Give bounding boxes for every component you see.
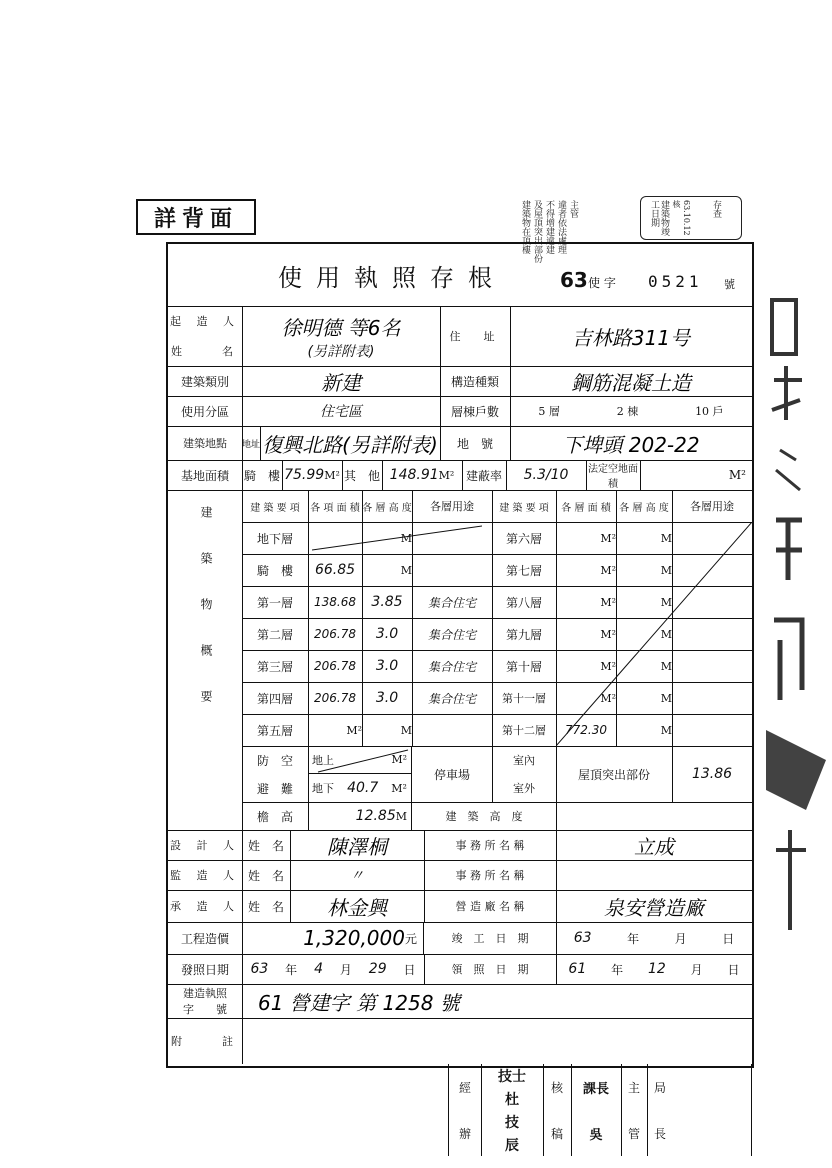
- cost-row: [168, 922, 752, 955]
- col-header-8: 各層用途: [690, 500, 734, 513]
- cost-label: 工程造價: [168, 922, 243, 954]
- signoff-bureau-a: 局: [653, 1080, 666, 1095]
- signoff-section-chief: [571, 1064, 622, 1156]
- coverage-value: 5.3/10: [506, 460, 587, 490]
- floor-area-right: M²: [556, 618, 617, 650]
- supervisor-office: [556, 860, 752, 890]
- floor-area: [308, 554, 363, 586]
- floor-use: 集合住宅: [412, 586, 493, 618]
- supervisor-office-label: 事 務 所 名 稱: [424, 860, 557, 890]
- site-value: 復興北路(另詳附表): [260, 426, 441, 460]
- summary-header-row: [242, 490, 752, 523]
- site-sub-label: 地址: [242, 426, 261, 460]
- signoff-director-a: 主: [627, 1080, 640, 1095]
- floor-area-right: 772.30: [556, 714, 617, 746]
- issue-label: 發照日期: [168, 954, 243, 984]
- contractor-name-label: 姓 名: [242, 890, 291, 922]
- shelter-label-a: 防 空: [256, 753, 293, 768]
- contractor-label: 承 造 人: [168, 890, 243, 922]
- cost-value-cell: [242, 922, 424, 954]
- floor-use: 集合住宅: [412, 650, 493, 682]
- contractor-firm: 泉安營造廠: [604, 895, 704, 920]
- zone-row: [168, 396, 752, 427]
- outdoor-label: 室外: [513, 782, 535, 795]
- issue-year-unit: 年: [285, 962, 298, 977]
- floor-height-right: M: [616, 522, 673, 554]
- designer-name-label: 姓 名: [242, 830, 291, 860]
- coverage-label: 建蔽率: [462, 460, 507, 490]
- signoff-director-b: 管: [627, 1126, 640, 1141]
- remark-value: [242, 1018, 752, 1064]
- contractor-name: 林金興: [290, 890, 425, 922]
- permit-label-a: 建造執照: [183, 987, 227, 1000]
- void-line-upper-floors: [556, 522, 752, 746]
- completion-label: 竣 工 日 期: [424, 922, 557, 954]
- completion-stamp: [640, 196, 742, 240]
- floor-height: 3.0: [362, 618, 413, 650]
- lot-value: 下埤頭 202-22: [562, 432, 700, 457]
- eave-height-value: 12.85: [355, 808, 396, 824]
- floor-name: 地下層: [242, 522, 309, 554]
- signoff-handler-a: 經: [458, 1080, 471, 1095]
- floors-label: 層棟戶數: [440, 396, 511, 426]
- signoff-block: [448, 1064, 752, 1156]
- arcade-label: 騎 樓: [242, 460, 283, 490]
- above-ground-label: 地上: [312, 753, 334, 767]
- building-type-value: 新建: [242, 366, 441, 396]
- owner-label-a: 起 造 人: [170, 315, 240, 328]
- floor-height-right: M: [616, 714, 673, 746]
- stamp-text-c: 存查: [711, 200, 721, 218]
- structure-label: 構造種類: [440, 366, 511, 396]
- floor-height: 3.85: [362, 586, 413, 618]
- floor-use: [412, 714, 493, 746]
- license-month: 12: [647, 961, 666, 977]
- note-col-5: 主管: [568, 200, 578, 218]
- floor-area: 206.78: [308, 650, 363, 682]
- issue-month-unit: 月: [339, 962, 352, 977]
- shelter-label-b: 避 難: [256, 781, 293, 796]
- floor-area-right: M²: [556, 682, 617, 714]
- eave-height-cell: [308, 802, 412, 830]
- floor-name: 第一層: [242, 586, 309, 618]
- signoff-tech-b: 杜: [505, 1091, 519, 1108]
- below-ground-label: 地下: [312, 782, 334, 795]
- floor-height-right: M: [616, 586, 673, 618]
- floor-name-right: 第七層: [492, 554, 557, 586]
- floor-use: 集合住宅: [412, 682, 493, 714]
- floor-name-right: 第九層: [492, 618, 557, 650]
- address-value: 吉林路311号: [571, 325, 691, 350]
- issue-day-unit: 日: [403, 962, 416, 977]
- supervisor-label: 監 造 人: [168, 860, 243, 890]
- floor-name: 第五層: [242, 714, 309, 746]
- floor-name: 第三層: [242, 650, 309, 682]
- completion-year: 63: [573, 930, 592, 946]
- contractor-row: [168, 890, 752, 923]
- owner-row: [168, 306, 752, 367]
- license-year-unit: 年: [611, 962, 624, 977]
- license-date: [556, 954, 752, 984]
- signoff-handler: [449, 1064, 482, 1156]
- col-header-1: 建 築 要 項: [242, 490, 309, 522]
- building-height-label: 建 築 高 度: [412, 802, 557, 830]
- summary-side-label: 建築物概要: [199, 506, 213, 736]
- floor-height-right: M: [616, 618, 673, 650]
- below-ground-cell: [308, 774, 412, 802]
- floor-height-right: M: [616, 682, 673, 714]
- floor-use: 集合住宅: [412, 618, 493, 650]
- below-ground-unit: M²: [391, 781, 407, 795]
- other-value: 148.91: [389, 467, 439, 483]
- license-prefix: 63: [560, 268, 588, 292]
- form-title: 使用執照存根: [278, 264, 506, 292]
- below-ground-value: 40.7: [347, 780, 379, 796]
- owner-name-note: (另詳附表): [307, 343, 375, 360]
- completion-month-unit: 月: [674, 931, 687, 946]
- household-count: 10 戶: [695, 405, 724, 418]
- cost-unit: 元: [404, 931, 417, 946]
- col-header-2: 各 項 面 積: [308, 490, 363, 522]
- designer-office: 立成: [634, 834, 674, 859]
- signoff-tech-d: 辰: [505, 1137, 519, 1154]
- floor-height: M: [362, 714, 413, 746]
- title-row: [168, 244, 752, 307]
- owner-label-cell: [168, 306, 243, 366]
- floor-area: 206.78: [308, 618, 363, 650]
- floor-name-right: 第八層: [492, 586, 557, 618]
- floor-name-right: 第十層: [492, 650, 557, 682]
- zone-label: 使用分區: [168, 396, 243, 426]
- floor-area-right: M²: [556, 554, 617, 586]
- building-type-label: 建築類別: [168, 366, 243, 396]
- designer-name: 陳澤桐: [290, 830, 425, 860]
- license-word: 使 字: [588, 276, 616, 290]
- stamp-text-a: 建築物竣工日期: [649, 200, 669, 236]
- cost-value: 1,320,000: [303, 926, 405, 950]
- designer-row: [168, 830, 752, 861]
- eave-height-label: 檐 高: [242, 802, 309, 830]
- building-height-value: [556, 802, 752, 830]
- designer-label: 設 計 人: [168, 830, 243, 860]
- area-row: [168, 460, 752, 491]
- completion-date: [556, 922, 752, 954]
- owner-name: 徐明德 等6名: [281, 315, 401, 340]
- lot-label: 地 號: [440, 426, 511, 460]
- permit-value: 61 營建字 第 1258 號: [258, 990, 460, 1015]
- structure-value: 鋼筋混凝土造: [571, 370, 691, 395]
- floor-height: 3.0: [362, 650, 413, 682]
- floor-height-right: M: [616, 554, 673, 586]
- designer-office-label: 事 務 所 名 稱: [424, 830, 557, 860]
- issue-month: 4: [314, 961, 323, 977]
- floor-name-right: 第六層: [492, 522, 557, 554]
- signoff-technician: [481, 1064, 544, 1156]
- floor-name: 第二層: [242, 618, 309, 650]
- license-suffix: 號: [724, 278, 735, 291]
- roof-label: 屋頂突出部份: [556, 746, 673, 802]
- signoff-bureau-b: 長: [653, 1126, 666, 1141]
- floor-area-right: M²: [556, 586, 617, 618]
- issue-day: 29: [368, 961, 387, 977]
- note-col-1: 建築物在頂樓: [520, 200, 530, 254]
- license-year: 61: [568, 961, 587, 977]
- address-label: 住 址: [440, 306, 511, 366]
- remark-row: [168, 1018, 752, 1064]
- bleed-through-marks: [766, 290, 826, 990]
- signoff-tech-a: 技士: [498, 1068, 526, 1085]
- owner-value-cell: [242, 306, 441, 366]
- detail-back-stamp: 詳背面: [136, 199, 256, 235]
- signoff-review-b: 稿: [550, 1126, 563, 1141]
- bleed-through-strokes: [766, 290, 826, 990]
- building-count: 2 棟: [616, 405, 639, 418]
- issue-date: [242, 954, 425, 984]
- eave-height-unit: M: [395, 809, 407, 823]
- signoff-review: [543, 1064, 572, 1156]
- summary-block: [168, 490, 752, 831]
- completion-year-unit: 年: [627, 931, 640, 946]
- above-ground-unit: M²: [391, 753, 407, 766]
- floor-area: M²: [308, 714, 363, 746]
- floor-use: [412, 554, 493, 586]
- floor-area-value: 66.85: [314, 562, 356, 578]
- floor-name: 第四層: [242, 682, 309, 714]
- signoff-chief-a: 課長: [582, 1081, 609, 1097]
- indoor-label: 室內: [513, 754, 535, 767]
- supervisor-name-label: 姓 名: [242, 860, 291, 890]
- void-line-above-ground: [308, 746, 412, 774]
- floor-height: M: [362, 522, 413, 554]
- license-date-label: 領 照 日 期: [424, 954, 557, 984]
- supervisor-name: 〃: [290, 860, 425, 890]
- floor-count: 5 層: [538, 405, 560, 418]
- zone-value: 住宅區: [242, 396, 441, 426]
- arcade-value: 75.99: [284, 467, 325, 483]
- stamp-text-b: 63.10.12 核: [672, 200, 691, 236]
- permit-row: [168, 984, 752, 1019]
- note-col-2: 及屋頂突出部份: [532, 200, 542, 263]
- floor-name-right: 第十二層: [492, 714, 557, 746]
- owner-label-b: 姓 名: [171, 345, 239, 358]
- completion-day-unit: 日: [722, 931, 735, 946]
- col-header-3: 各 層 高 度: [362, 490, 413, 522]
- signoff-handler-b: 辦: [458, 1126, 471, 1141]
- floor-height: 3.0: [362, 682, 413, 714]
- license-day-unit: 日: [727, 962, 740, 977]
- signoff-bureau-chief: [647, 1064, 673, 1156]
- license-month-unit: 月: [690, 962, 703, 977]
- floor-height: M: [362, 554, 413, 586]
- col-header-7: 各 層 高 度: [616, 490, 673, 522]
- floor-height-right: M: [616, 650, 673, 682]
- floor-area-right: M²: [556, 522, 617, 554]
- legal-unit: M²: [728, 468, 746, 482]
- summary-side-cell: [168, 490, 243, 830]
- floor-name-right: 第十一層: [492, 682, 557, 714]
- parking-indoor-outdoor: [492, 746, 557, 802]
- other-label: 其 他: [342, 460, 383, 490]
- floor-area: 138.68: [308, 586, 363, 618]
- site-row: [168, 426, 752, 461]
- height-row: [242, 802, 752, 830]
- signoff-tech-c: 技: [505, 1114, 519, 1131]
- signoff-director: [621, 1064, 648, 1156]
- floor-area-right: M²: [556, 650, 617, 682]
- col-header-5: 建 築 要 項: [492, 490, 557, 522]
- site-label: 建築地點: [168, 426, 243, 460]
- license-stub-form: [166, 242, 754, 1068]
- floors-value: [510, 396, 752, 426]
- note-col-4: 違者依法處理: [556, 200, 566, 254]
- roof-value: 13.86: [691, 766, 733, 782]
- issue-year: 63: [250, 961, 269, 977]
- legal-label: 法定空地面積: [586, 460, 641, 490]
- signoff-review-a: 核: [550, 1080, 563, 1095]
- building-type-row: [168, 366, 752, 397]
- floor-area: 206.78: [308, 682, 363, 714]
- shelter-label-cell: [242, 746, 309, 802]
- permit-label-b: 字 號: [183, 1003, 227, 1016]
- other-unit: M²: [438, 468, 455, 482]
- col-header-4: 各層用途: [412, 490, 493, 522]
- supervisor-row: [168, 860, 752, 891]
- parking-label: 停車場: [412, 746, 493, 802]
- floor-name: 騎 樓: [242, 554, 309, 586]
- permit-label-cell: [168, 984, 243, 1018]
- col-header-6: 各 層 面 積: [556, 490, 617, 522]
- note-col-3: 不得增建違建: [544, 200, 554, 254]
- license-number: 0521: [648, 272, 703, 291]
- arcade-value-cell: [282, 460, 343, 490]
- issue-row: [168, 954, 752, 985]
- signoff-chief-b: 吳: [589, 1127, 603, 1143]
- other-value-cell: [382, 460, 463, 490]
- void-line-basement: [312, 522, 482, 554]
- area-label: 基地面積: [168, 460, 243, 490]
- arcade-unit: M²: [324, 468, 340, 482]
- contractor-firm-label: 營 造 廠 名 稱: [424, 890, 557, 922]
- remark-label: 附 註: [168, 1018, 243, 1064]
